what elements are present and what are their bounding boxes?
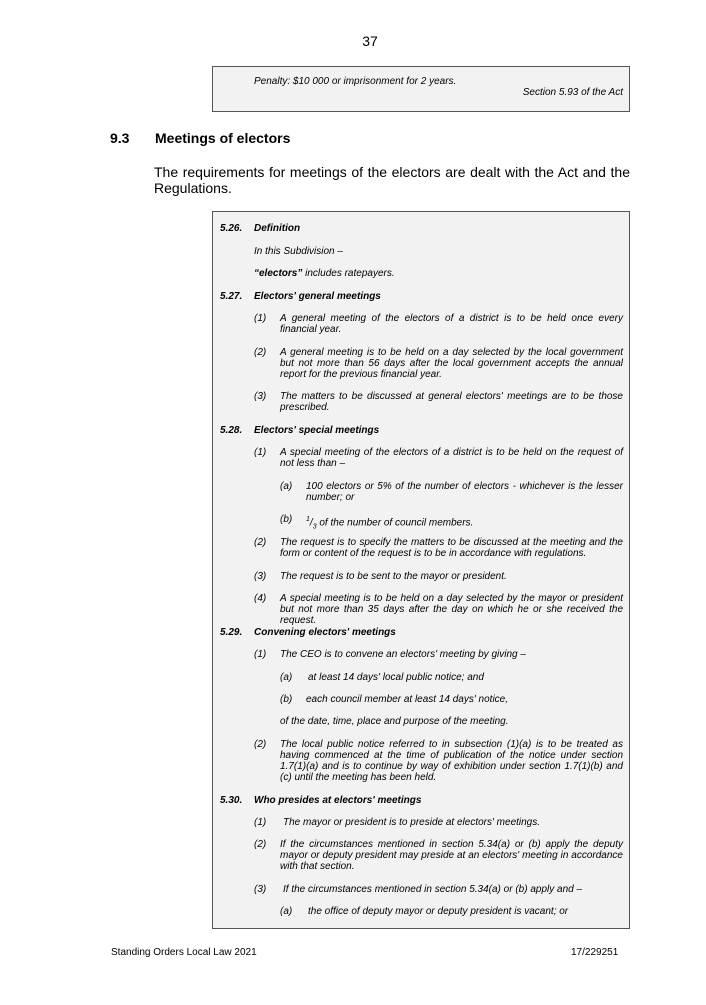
s528-item-text: The request is to be sent to the mayor or president. bbox=[280, 571, 507, 582]
footer-document-title: Standing Orders Local Law 2021 bbox=[111, 947, 257, 958]
s527-item-text: A general meeting is to be held on a day selected by the local government but not more than 56 days after the local government accepts the annual report for the previous financial year. bbox=[280, 347, 623, 380]
s527-item-number: (2) bbox=[254, 347, 267, 358]
s527-item-text: A general meeting of the electors of a district is to be held once every financial year. bbox=[280, 313, 623, 335]
s528-item-text: A special meeting of the electors of a district is to be held on the request of not less than – bbox=[280, 447, 623, 469]
s528-item-number: (4) bbox=[254, 593, 267, 604]
s529-number: 5.29. bbox=[220, 627, 243, 638]
s528-item-text: A special meeting is to be held on a day selected by the mayor or president but not more than 35 days after the day on which he or she received the request. bbox=[280, 593, 623, 626]
s528-item-number: (2) bbox=[254, 537, 267, 548]
s527-number: 5.27. bbox=[220, 291, 243, 302]
s527-item-number: (3) bbox=[254, 391, 267, 402]
s530-para-label: (a) bbox=[280, 906, 293, 917]
s526-definition bbox=[254, 268, 395, 279]
fraction-numerator: 1 bbox=[306, 516, 310, 523]
penalty-source: Section 5.93 of the Act bbox=[522, 87, 623, 98]
fraction-denominator: 3 bbox=[312, 523, 317, 531]
s528-number: 5.28. bbox=[220, 425, 243, 436]
s529-para-text: at least 14 days' local public notice; and bbox=[308, 672, 484, 683]
s528-item-number: (3) bbox=[254, 571, 267, 582]
s526-title: Definition bbox=[254, 223, 301, 234]
section-intro: The requirements for meetings of the electors are dealt with the Act and the Regulations. bbox=[154, 164, 630, 196]
s529-item-number: (2) bbox=[254, 739, 267, 750]
s527-title: Electors' general meetings bbox=[254, 291, 381, 302]
s529-tail-text: of the date, time, place and purpose of the meeting. bbox=[280, 716, 509, 727]
s528-para-label: (b) bbox=[280, 514, 293, 525]
s526-defined-term: “electors” bbox=[254, 268, 303, 279]
s527-item-text: The matters to be discussed at general electors' meetings are to be those prescribed. bbox=[280, 391, 623, 413]
s529-item-text: The CEO is to convene an electors' meeting by giving – bbox=[280, 649, 526, 660]
s526-lead: In this Subdivision – bbox=[254, 246, 343, 257]
s530-item-text: If the circumstances mentioned in section 5.34(a) or (b) apply the deputy mayor or deputy president may preside at an electors' meeting in accordance with that section. bbox=[280, 839, 623, 872]
s530-item-number: (3) bbox=[254, 884, 267, 895]
s529-item-text: The local public notice referred to in subsection (1)(a) is to be treated as having commenced at the time of publication of the notice under section 1.7(1)(a) and is to continue by way of exhibition under section 1.7(1)(b) and (c) until the meeting has been held. bbox=[280, 739, 623, 783]
footer-reference-number: 17/229251 bbox=[571, 947, 619, 958]
s526-number: 5.26. bbox=[220, 223, 243, 234]
s529-para-text: each council member at least 14 days' notice, bbox=[306, 694, 509, 705]
s530-para-text: the office of deputy mayor or deputy president is vacant; or bbox=[308, 906, 569, 917]
fraction-text: of the number of council members. bbox=[316, 517, 474, 529]
s530-item-number: (1) bbox=[254, 817, 267, 828]
s528-item-number: (1) bbox=[254, 447, 267, 458]
s529-para-label: (a) bbox=[280, 672, 293, 683]
s529-title: Convening electors' meetings bbox=[254, 627, 396, 638]
s529-para-label: (b) bbox=[280, 694, 293, 705]
s528-para-text: $^1/_3$ of the number of council members. bbox=[306, 516, 474, 531]
s530-item-number: (2) bbox=[254, 839, 267, 850]
section-title: Meetings of electors bbox=[155, 130, 291, 146]
s530-item-text: If the circumstances mentioned in section 5.34(a) or (b) apply and – bbox=[283, 884, 583, 895]
s530-item-text: The mayor or president is to preside at electors' meetings. bbox=[283, 817, 541, 828]
s528-item-text: The request is to specify the matters to be discussed at the meeting and the form or content of the request is to be in accordance with regulations. bbox=[280, 537, 623, 559]
s528-para-text: 100 electors or 5% of the number of electors - whichever is the lesser number; or bbox=[306, 481, 623, 503]
s529-item-number: (1) bbox=[254, 649, 267, 660]
s530-number: 5.30. bbox=[220, 795, 243, 806]
s530-title: Who presides at electors' meetings bbox=[254, 795, 422, 806]
s526-definition-text: includes ratepayers. bbox=[302, 268, 395, 279]
page-number: 37 bbox=[362, 33, 378, 49]
penalty-text: Penalty: $10 000 or imprisonment for 2 years. bbox=[254, 76, 457, 87]
s527-item-number: (1) bbox=[254, 313, 267, 324]
s528-title: Electors' special meetings bbox=[254, 425, 380, 436]
section-number: 9.3 bbox=[110, 130, 130, 146]
s528-para-label: (a) bbox=[280, 481, 293, 492]
